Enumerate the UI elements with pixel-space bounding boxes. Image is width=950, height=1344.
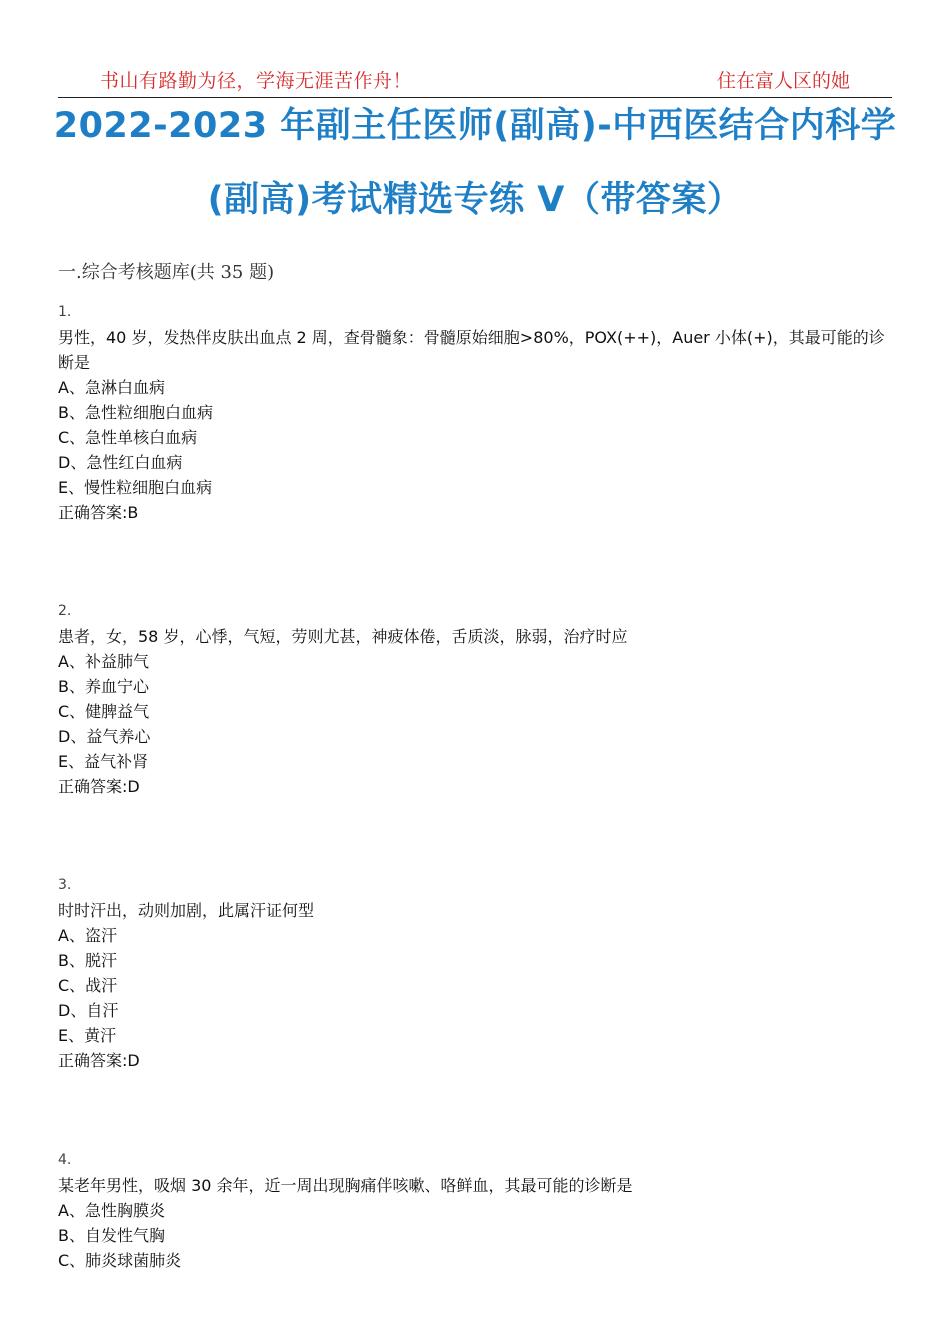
header-author: 住在富人区的她	[716, 70, 850, 92]
document-title-line-1: 2022-2023 年副主任医师(副高)-中西医结合内科学	[53, 106, 897, 146]
question-3	[58, 875, 896, 1073]
question-number: 4.	[58, 1152, 72, 1168]
option-a: A、急淋白血病	[58, 378, 165, 397]
option-e: E、慢性粒细胞白血病	[58, 478, 213, 497]
option-c: C、肺炎球菌肺炎	[58, 1251, 182, 1270]
question-stem: 时时汗出，动则加剧，此属汗证何型	[58, 901, 315, 920]
document-title-line-2: (副高)考试精选专练 V（带答案）	[207, 180, 743, 220]
option-d: D、急性红白血病	[58, 453, 183, 472]
option-c: C、健脾益气	[58, 702, 150, 721]
option-b: B、自发性气胸	[58, 1226, 165, 1245]
option-d: D、自汗	[58, 1001, 119, 1020]
option-a: A、盗汗	[58, 926, 117, 945]
option-e: E、黄汗	[58, 1026, 117, 1045]
option-a: A、补益肺气	[58, 652, 149, 671]
option-d: D、益气养心	[58, 727, 151, 746]
question-stem: 男性，40 岁，发热伴皮肤出血点 2 周，查骨髓象：骨髓原始细胞>80%，POX(++)，Auer 小体(+)，其最可能的诊断是	[58, 328, 885, 372]
question-stem: 某老年男性，吸烟 30 余年，近一周出现胸痛伴咳嗽、咯鲜血，其最可能的诊断是	[58, 1176, 633, 1195]
correct-answer: 正确答案:D	[58, 777, 140, 796]
question-1	[58, 302, 896, 525]
option-c: C、战汗	[58, 976, 118, 995]
question-number: 3.	[58, 877, 72, 893]
option-a: A、急性胸膜炎	[58, 1201, 165, 1220]
question-number: 2.	[58, 603, 72, 619]
correct-answer: 正确答案:D	[58, 1051, 140, 1070]
option-b: B、急性粒细胞白血病	[58, 403, 213, 422]
section-heading: 一.综合考核题库(共 35 题)	[58, 262, 275, 283]
option-b: B、脱汗	[58, 951, 117, 970]
question-4	[58, 1150, 896, 1273]
option-b: B、养血宁心	[58, 677, 149, 696]
question-2	[58, 601, 896, 799]
header-motto: 书山有路勤为径，学海无涯苦作舟！	[100, 70, 413, 92]
option-e: E、益气补肾	[58, 752, 149, 771]
question-number: 1.	[58, 304, 72, 320]
correct-answer: 正确答案:B	[58, 503, 139, 522]
option-c: C、急性单核白血病	[58, 428, 198, 447]
question-stem: 患者，女，58 岁，心悸，气短，劳则尤甚，神疲体倦，舌质淡，脉弱，治疗时应	[58, 627, 628, 646]
